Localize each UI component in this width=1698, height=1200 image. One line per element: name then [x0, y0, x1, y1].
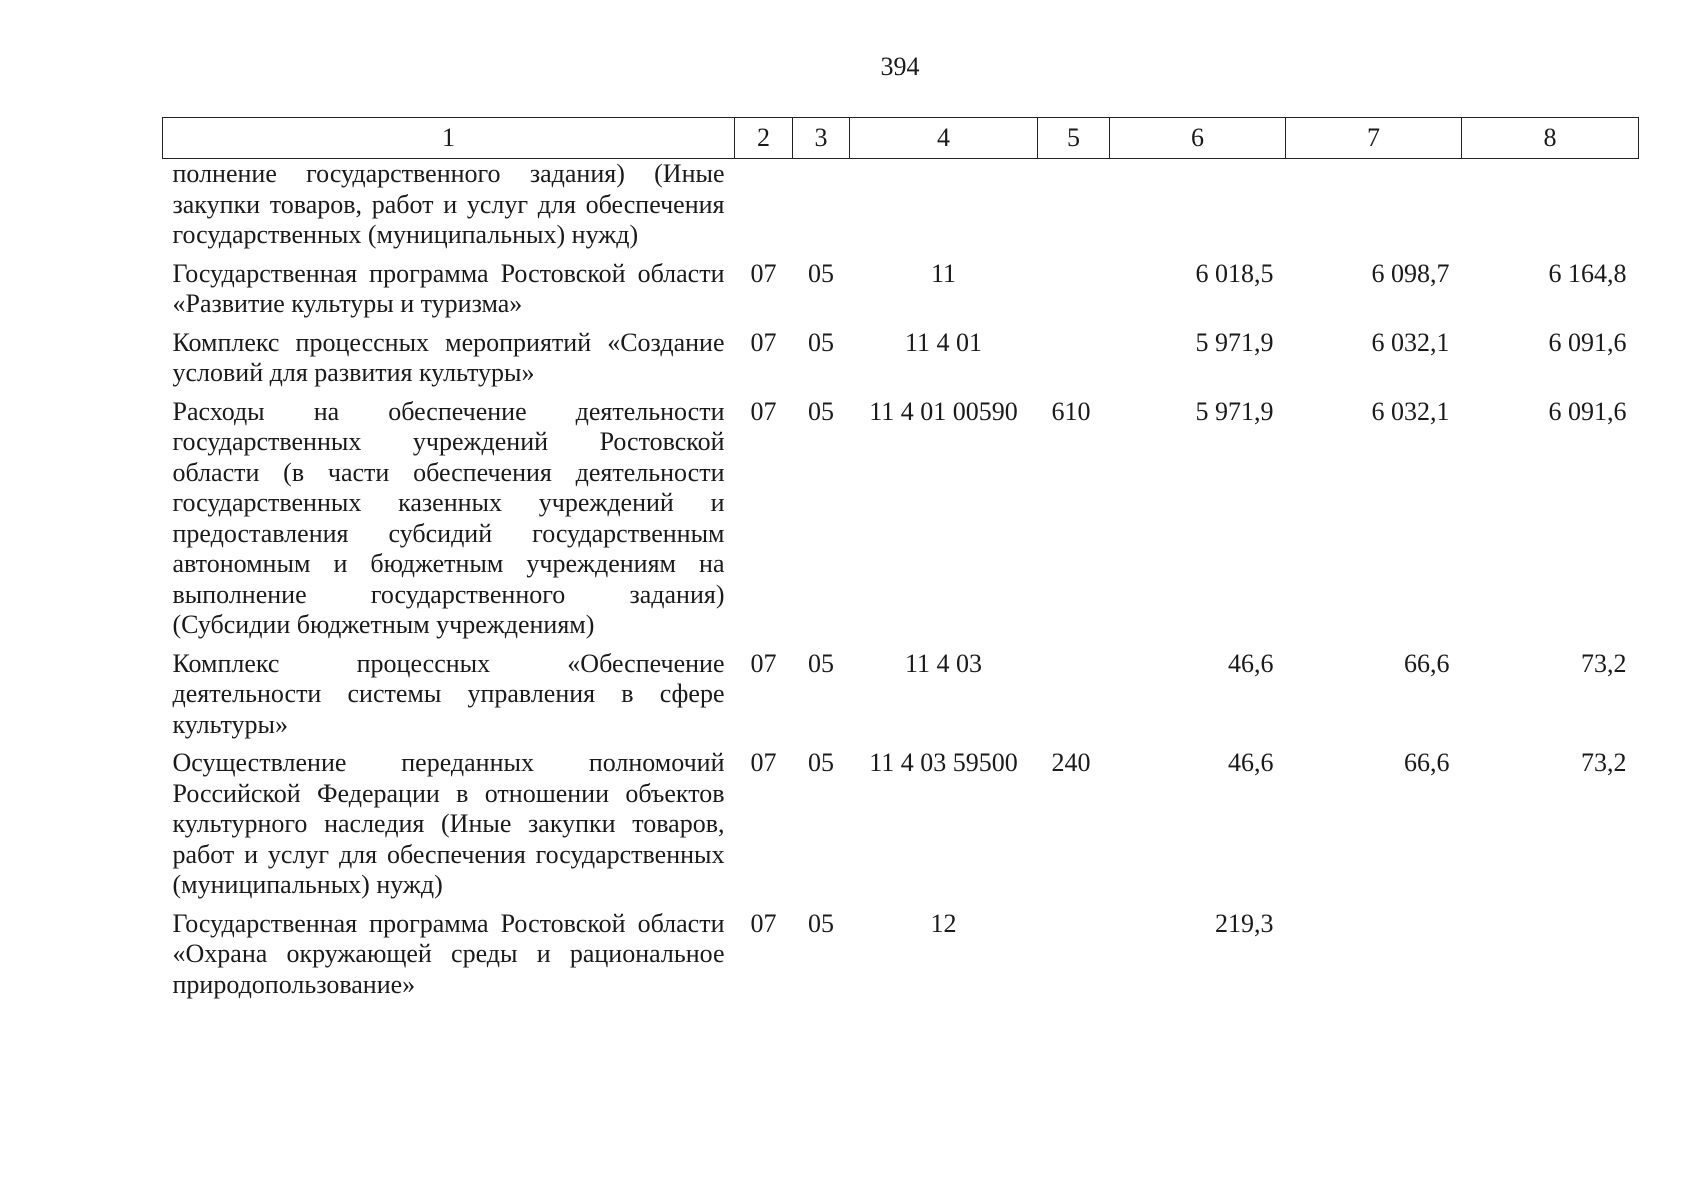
budget-table — [162, 117, 1639, 1008]
row-amount-year-1: 219,3 — [1215, 908, 1274, 938]
table-row — [163, 748, 1639, 909]
table-row — [163, 259, 1639, 328]
row-subsection-code: 05 — [808, 908, 834, 938]
row-amount-year-3 — [1462, 909, 1639, 1009]
row-target-code: 11 4 03 59500 — [869, 748, 1018, 777]
row-amount-year-2: 66,6 — [1404, 748, 1450, 777]
row-section-code: 07 — [750, 648, 777, 678]
row-target-code: 12 — [930, 908, 957, 938]
row-subsection-code: 05 — [808, 648, 834, 678]
row-section-code: 07 — [750, 396, 777, 426]
row-amount-year-3: 6 091,6 — [1548, 327, 1627, 357]
column-header: 3 — [793, 118, 850, 159]
row-section-code — [735, 159, 793, 259]
row-expense-type-code — [1038, 259, 1110, 328]
table-row — [163, 909, 1639, 1009]
column-header: 8 — [1462, 118, 1639, 159]
row-description: Государственная программа Ростовской области «Развитие культуры и туризма» — [172, 258, 725, 318]
row-subsection-code: 05 — [808, 258, 834, 288]
row-amount-year-2 — [1286, 159, 1462, 259]
row-target-code — [850, 159, 1038, 259]
row-expense-type-code: 610 — [1051, 396, 1091, 426]
row-description: Расходы на обеспечение деятельности государственных учреждений Ростовской области (в части обеспечения деятельности государственных казенных учреждений и предоставления субсидий государственным автономным и бюджетным учреждениям на выполнение государственного задания) (Субсидии бюджетным учреждениям) — [172, 396, 725, 639]
row-target-code: 11 4 01 — [904, 327, 983, 357]
row-expense-type-code — [1038, 649, 1110, 749]
table-row — [163, 397, 1639, 649]
row-subsection-code: 05 — [808, 748, 834, 777]
row-amount-year-2: 6 032,1 — [1371, 396, 1450, 426]
row-amount-year-1: 5 971,9 — [1195, 396, 1274, 426]
row-description: полнение государственного задания) (Иные закупки товаров, работ и услуг для обеспечения государственных (муниципальных) нужд) — [172, 159, 725, 249]
row-amount-year-1: 6 018,5 — [1195, 258, 1274, 288]
row-amount-year-3: 73,2 — [1581, 748, 1627, 777]
row-amount-year-2: 66,6 — [1404, 648, 1450, 678]
row-amount-year-3: 6 091,6 — [1548, 396, 1627, 426]
row-expense-type-code — [1038, 909, 1110, 1009]
row-amount-year-2: 6 098,7 — [1371, 258, 1450, 288]
row-description: Комплекс процессных мероприятий «Создание условий для развития культуры» — [172, 327, 725, 387]
row-description: Комплекс процессных «Обеспечение деятельности системы управления в сфере культуры» — [172, 648, 725, 739]
table-row — [163, 159, 1639, 259]
column-header: 2 — [735, 118, 793, 159]
row-description: Осуществление переданных полномочий Российской Федерации в отношении объектов культурного наследия (Иные закупки товаров, работ и услуг для обеспечения государственных (муниципальных) нужд) — [172, 748, 725, 899]
column-header: 4 — [850, 118, 1038, 159]
row-amount-year-3: 6 164,8 — [1548, 258, 1627, 288]
row-amount-year-1: 5 971,9 — [1195, 327, 1274, 357]
row-expense-type-code: 240 — [1051, 748, 1091, 777]
row-subsection-code: 05 — [808, 327, 834, 357]
row-amount-year-1: 46,6 — [1228, 748, 1274, 777]
row-amount-year-3 — [1462, 159, 1639, 259]
row-target-code: 11 4 01 00590 — [869, 396, 1018, 426]
row-section-code: 07 — [750, 908, 777, 938]
row-description: Государственная программа Ростовской области «Охрана окружающей среды и рациональное природопользование» — [172, 908, 725, 999]
row-target-code: 11 — [930, 258, 957, 288]
column-header: 6 — [1110, 118, 1286, 159]
row-subsection-code: 05 — [808, 396, 834, 426]
column-header: 1 — [163, 118, 735, 159]
row-expense-type-code — [1038, 328, 1110, 397]
row-amount-year-2: 6 032,1 — [1371, 327, 1450, 357]
row-section-code: 07 — [750, 258, 777, 288]
table-header-row — [163, 118, 1639, 159]
row-amount-year-1: 46,6 — [1228, 648, 1274, 678]
row-section-code: 07 — [750, 327, 777, 357]
row-target-code: 11 4 03 — [904, 648, 983, 678]
column-header: 5 — [1038, 118, 1110, 159]
row-amount-year-1 — [1110, 159, 1286, 259]
row-subsection-code — [793, 159, 850, 259]
row-section-code: 07 — [750, 748, 777, 777]
row-amount-year-2 — [1286, 909, 1462, 1009]
row-amount-year-3: 73,2 — [1581, 648, 1627, 678]
row-expense-type-code — [1038, 159, 1110, 259]
page-number: 394 — [880, 52, 920, 81]
column-header: 7 — [1286, 118, 1462, 159]
table-row — [163, 649, 1639, 749]
table-row — [163, 328, 1639, 397]
